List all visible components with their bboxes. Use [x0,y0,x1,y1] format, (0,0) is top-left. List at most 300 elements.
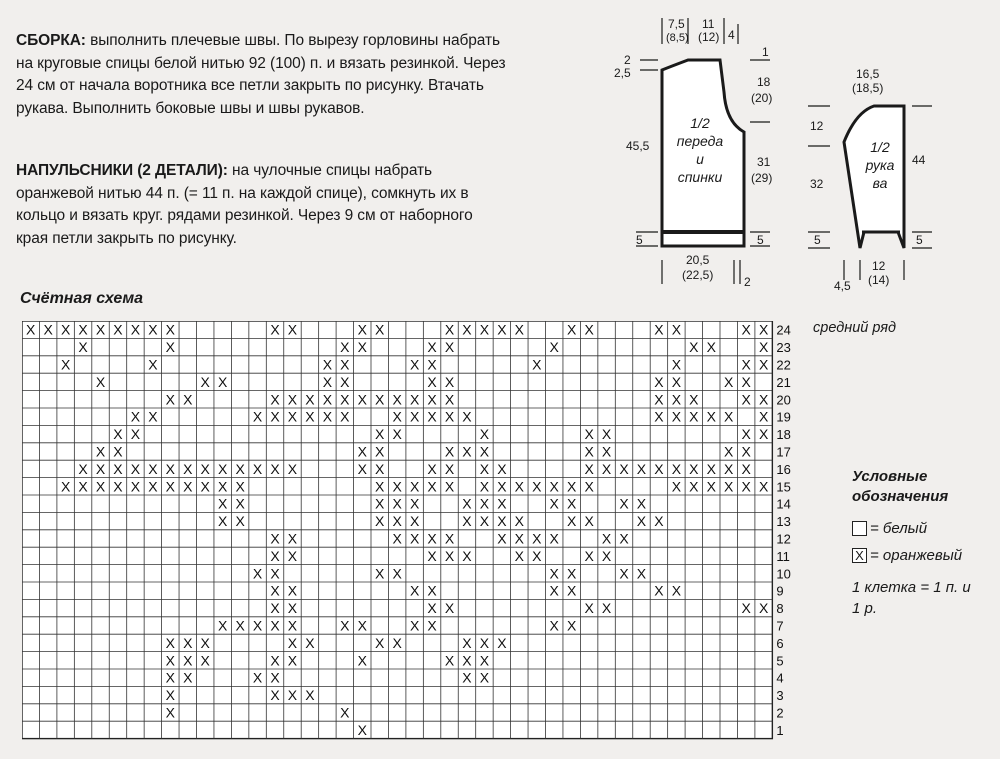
cross-cell: X [514,513,524,530]
cross-cell: X [270,582,280,599]
cross-cell: X [758,426,769,443]
cross-cell: X [148,478,158,495]
cross-cell: X [671,373,682,390]
cross-cell: X [706,408,716,425]
row-number: 22 [776,357,791,373]
cross-cell: X [671,460,682,477]
front-side-alt: (29) [751,171,773,185]
cross-cell: X [671,356,682,373]
cross-cell: X [584,443,594,460]
row-number: 18 [776,427,791,443]
cross-cell: X [724,408,734,425]
cross-cell: X [601,443,612,460]
cross-cell: X [689,339,699,356]
cross-cell: X [130,460,141,477]
cross-cell: X [322,356,333,373]
cross-cell: X [479,652,490,669]
cross-cell: X [689,391,699,408]
cross-cell: X [60,321,71,338]
cross-cell: X [270,530,280,547]
cross-cell: X [165,669,175,686]
cross-cell: X [165,321,175,338]
cross-cell: X [95,478,106,495]
row-number: 2 [776,705,784,721]
middle-row-label: средний ряд [813,320,897,336]
cross-cell: X [741,478,751,495]
sleeve-top: 16,5 [856,67,880,81]
cross-cell: X [584,426,594,443]
cross-cell: X [340,704,350,721]
cross-cell: X [741,460,751,477]
cross-cell: X [741,391,751,408]
sleeve-total: 44 [912,153,926,167]
cross-cell: X [148,356,158,373]
row-number: 19 [776,409,791,425]
cross-cell: X [497,321,507,338]
sleeve-bottom: 12 [872,259,886,273]
cross-cell: X [584,478,594,495]
cross-cell: X [78,321,88,338]
cross-cell: X [287,634,298,651]
cross-cell: X [497,513,507,530]
row-number: 7 [776,618,784,634]
cross-cell: X [270,565,280,582]
cross-cell: X [636,460,647,477]
cross-cell: X [235,513,245,530]
cross-cell: X [427,356,437,373]
cross-cell: X [270,547,280,564]
cross-cell: X [427,373,437,390]
cuffs-heading: НАПУЛЬСНИКИ (2 ДЕТАЛИ): [16,162,228,179]
front-bottom-side: 2 [744,275,751,289]
front-rib-right: 5 [757,233,764,247]
assembly-paragraph [16,30,506,120]
cross-cell: X [427,391,437,408]
cross-cell: X [462,321,472,338]
front-top-mid: 11 [702,17,715,31]
cross-cell: X [375,460,385,477]
cross-cell: X [287,547,298,564]
cross-cell: X [479,669,490,686]
cross-cell: X [758,478,769,495]
cross-cell: X [444,373,455,390]
front-neck-25: 2,5 [614,66,631,80]
cross-cell: X [287,391,298,408]
chart-title: Счётная схема [20,290,144,307]
cross-cell: X [601,426,612,443]
cross-cell: X [584,513,594,530]
white-cell-icon [852,521,867,536]
cross-cell: X [375,478,385,495]
cross-cell: X [636,513,647,530]
cross-cell: X [584,600,594,617]
cross-cell: X [392,426,402,443]
cross-cell: X [340,408,350,425]
cross-cell: X [549,617,559,634]
cross-cell: X [462,443,472,460]
cross-cell: X [567,478,577,495]
cross-cell: X [322,408,333,425]
assembly-heading: СБОРКА: [16,32,86,49]
sleeve-label-3: ва [872,175,888,191]
cross-cell: X [340,617,350,634]
cross-cell: X [601,547,612,564]
cross-cell: X [741,600,751,617]
cross-cell: X [287,408,298,425]
cross-cell: X [270,391,280,408]
cross-cell: X [758,600,769,617]
cross-cell: X [287,600,298,617]
cross-cell: X [671,408,682,425]
cross-cell: X [95,321,106,338]
cross-cell: X [305,408,315,425]
cross-cell: X [287,687,298,704]
front-bottom: 20,5 [686,253,710,267]
cross-cell: X [479,634,490,651]
front-bottom-alt: (22,5) [682,268,714,282]
cross-cell: X [444,408,455,425]
cross-cell: X [514,547,524,564]
cross-cell: X [148,321,158,338]
cross-cell: X [287,652,298,669]
legend-note [852,577,971,619]
cross-cell: X [113,426,123,443]
cross-cell: X [758,339,769,356]
cross-cell: X [532,547,542,564]
cross-cell: X [165,704,175,721]
cross-cell: X [567,582,577,599]
cross-cell: X [78,460,88,477]
cross-cell: X [183,391,193,408]
cross-cell: X [549,495,559,512]
sleeve-cap: 12 [810,119,824,133]
cross-cell: X [357,391,367,408]
cross-cell: X [636,495,647,512]
cross-cell: X [444,339,455,356]
cross-cell: X [252,408,263,425]
cross-cell: X [549,339,559,356]
row-number: 4 [776,670,784,686]
cross-cell: X [479,460,490,477]
sleeve-top-alt: (18,5) [852,81,884,95]
row-number: 24 [776,322,791,338]
cross-cell: X [183,478,193,495]
cross-cell: X [724,478,734,495]
cross-cell: X [619,565,629,582]
cross-cell: X [409,356,420,373]
cross-cell: X [444,391,455,408]
front-neck-2: 2 [624,53,631,67]
cross-cell: X [514,530,524,547]
cross-cell: X [183,652,193,669]
cross-cell: X [218,478,228,495]
counting-chart [22,321,812,749]
cross-cell: X [706,460,716,477]
cross-cell: X [462,408,472,425]
cross-cell: X [340,391,350,408]
cross-cell: X [409,582,420,599]
cross-cell: X [409,513,420,530]
cross-cell: X [427,547,437,564]
cross-cell: X [549,565,559,582]
cross-cell: X [130,426,141,443]
row-number: 20 [776,392,791,408]
cuffs-text: на чулочные спицы набрать оранжевой нитью 44 п. (= 11 п. на каждой спице), сомкнуть их в кольцо и вязать круг. рядами резинкой. Через 9 см от наборного края петли закрыть по рисунку. [16,162,473,247]
cross-cell: X [375,426,385,443]
cross-cell: X [444,443,455,460]
cross-cell: X [549,530,559,547]
cross-cell: X [671,582,682,599]
cross-cell: X [444,321,455,338]
front-rib-left: 5 [636,233,643,247]
cross-cell: X [235,460,245,477]
cross-cell: X [584,460,594,477]
cross-cell: X [270,600,280,617]
cross-cell: X [375,321,385,338]
sleeve-bottom-side: 4,5 [834,279,851,293]
cross-cell: X [497,460,507,477]
cross-cell: X [497,530,507,547]
cross-cell: X [479,513,490,530]
front-label-2: переда [676,133,724,149]
front-armhole-alt: (20) [751,91,773,105]
cross-cell: X [165,478,175,495]
sleeve-label-2: рука [865,157,895,173]
cross-cell: X [165,652,175,669]
cross-cell: X [427,339,437,356]
legend-note-line-1: 1 клетка = 1 п. и [852,579,971,596]
cross-cell: X [567,513,577,530]
cross-cell: X [584,547,594,564]
cross-cell: X [357,460,367,477]
cross-cell: X [724,460,734,477]
front-armhole: 18 [757,75,771,89]
cross-cell: X [462,495,472,512]
cross-cell: X [758,356,769,373]
row-number: 11 [776,548,790,564]
cross-cell: X [270,617,280,634]
cross-cell: X [567,495,577,512]
cross-cell: X [479,426,490,443]
cross-cell: X [235,495,245,512]
cross-cell: X [60,478,71,495]
cross-cell: X [287,617,298,634]
cross-cell: X [462,634,472,651]
cross-cell: X [392,495,402,512]
cross-cell: X [183,460,193,477]
legend-orange [852,547,962,564]
cross-cell: X [165,339,175,356]
cross-cell: X [497,478,507,495]
cross-cell: X [619,530,629,547]
cross-cell: X [218,495,228,512]
cross-cell: X [671,391,682,408]
front-shoulder-1: 1 [762,45,769,59]
row-number: 12 [776,531,791,547]
cross-cell: X [706,478,716,495]
legend-title-line-1: Условные [852,468,928,485]
cross-cell: X [497,495,507,512]
front-top-left: 7,5 [668,17,685,31]
cross-cell: X [270,669,280,686]
cross-cell: X [322,391,333,408]
cross-cell: X [375,495,385,512]
cross-cell: X [462,669,472,686]
cross-cell: X [113,478,123,495]
cross-cell: X [375,443,385,460]
cross-cell: X [427,600,437,617]
cross-cell: X [287,582,298,599]
cross-cell: X [252,565,263,582]
sleeve-bottom-alt: (14) [868,273,890,287]
cross-cell: X [567,565,577,582]
cross-cell: X [619,460,629,477]
row-number: 21 [776,374,791,390]
cross-cell: X [165,460,175,477]
cross-cell: X [549,478,559,495]
cross-cell: X [95,460,106,477]
cross-cell: X [671,478,682,495]
row-number: 1 [776,722,784,738]
cross-cell: X [270,321,280,338]
cross-cell: X [357,721,367,738]
cross-cell: X [654,408,664,425]
cross-cell: X [567,321,577,338]
cross-cell: X [392,530,402,547]
cross-cell: X [78,339,88,356]
legend-white [852,520,927,537]
cross-cell: X [305,634,315,651]
cross-cell: X [601,600,612,617]
cross-cell: X [322,373,333,390]
cross-cell: X [584,321,594,338]
cross-cell: X [567,617,577,634]
cross-cell: X [532,478,542,495]
cross-cell: X [706,339,716,356]
cross-cell: X [479,321,490,338]
cross-cell: X [601,530,612,547]
row-number: 9 [776,583,784,599]
cross-cell: X [375,565,385,582]
cross-cell: X [444,547,455,564]
cross-cell: X [392,478,402,495]
cross-cell: X [60,356,71,373]
cross-cell: X [601,460,612,477]
cross-cell: X [113,460,123,477]
cross-cell: X [479,495,490,512]
cross-cell: X [741,321,751,338]
cross-cell: X [427,460,437,477]
row-number: 15 [776,479,791,495]
cross-cell: X [758,321,769,338]
cross-cell: X [636,565,647,582]
cross-cell: X [270,687,280,704]
cross-cell: X [427,408,437,425]
sleeve-rib-right: 5 [916,233,923,247]
cross-cell: X [392,513,402,530]
cross-cell: X [26,321,36,338]
cross-cell: X [357,652,367,669]
cross-cell: X [409,478,420,495]
legend-title [852,467,948,507]
cross-cell: X [43,321,53,338]
cross-cell: X [252,617,263,634]
front-top-right: 4 [728,28,735,42]
cross-cell: X [427,478,437,495]
assembly-text: выполнить плечевые швы. По вырезу горловины набрать на круговые спицы белой нитью 92 (100) п. и вязать резинкой. Через 24 см от начала воротника все петли закрыть по рисунку. Втачать рукава. Выполнить боковые швы и швы рукавов. [16,32,506,117]
front-label-4: спинки [677,169,723,185]
cross-cell: X [409,391,420,408]
cross-cell: X [392,634,402,651]
cross-cell: X [409,408,420,425]
cross-cell: X [357,617,367,634]
row-number: 6 [776,635,784,651]
cross-cell: X [165,391,175,408]
cross-cell: X [532,356,542,373]
cross-cell: X [409,617,420,634]
row-number: 3 [776,688,784,704]
cross-cell: X [444,652,455,669]
cross-cell: X [427,530,437,547]
cross-cell: X [200,652,210,669]
cross-cell: X [200,634,210,651]
front-top-mid-alt: (12) [698,30,720,44]
cross-cell: X [671,321,682,338]
cross-cell: X [444,530,455,547]
sleeve-label-1: 1/2 [870,139,890,155]
cross-cell: X [218,617,228,634]
cross-cell: X [514,478,524,495]
row-number: 5 [776,653,784,669]
cross-cell: X [252,460,263,477]
cross-cell: X [357,339,367,356]
sleeve-schematic [800,60,950,300]
cross-cell: X [654,460,664,477]
cross-cell-icon: X [852,548,867,563]
cross-cell: X [741,426,751,443]
legend-note-line-2: 1 р. [852,600,878,617]
cross-cell: X [409,530,420,547]
row-number: 8 [776,601,784,617]
cross-cell: X [392,565,402,582]
cross-cell: X [724,373,734,390]
cross-cell: X [689,408,699,425]
legend-title-line-2: обозначения [852,488,949,505]
cross-cell: X [200,460,210,477]
cross-cell: X [305,687,315,704]
cross-cell: X [462,513,472,530]
cross-cell: X [218,373,228,390]
cross-cell: X [375,513,385,530]
cross-cell: X [357,443,367,460]
front-height: 45,5 [626,139,650,153]
cross-cell: X [270,408,280,425]
row-number: 14 [776,496,791,512]
cross-cell: X [427,617,437,634]
cross-cell: X [654,582,664,599]
cross-cell: X [200,478,210,495]
cuffs-paragraph [16,160,506,250]
cross-cell: X [409,495,420,512]
cross-cell: X [287,530,298,547]
cross-cell: X [183,669,193,686]
cross-cell: X [130,478,141,495]
cross-cell: X [375,391,385,408]
cross-cell: X [375,634,385,651]
cross-cell: X [654,391,664,408]
cross-cell: X [218,460,228,477]
cross-cell: X [340,356,350,373]
